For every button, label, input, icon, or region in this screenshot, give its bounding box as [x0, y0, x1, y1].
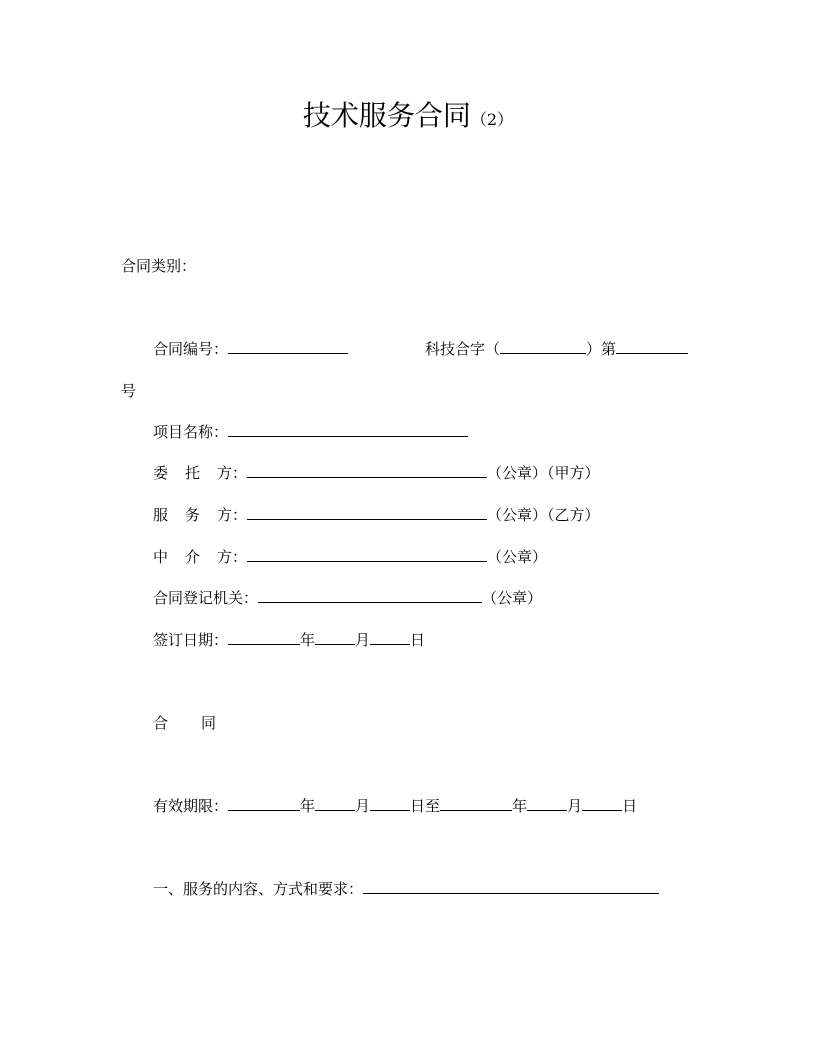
contract-heading	[153, 712, 216, 734]
sign-year-field[interactable]	[228, 629, 300, 645]
sign-month-unit: 月	[355, 631, 371, 649]
sign-year-unit: 年	[300, 631, 316, 649]
intermediary-field[interactable]	[247, 546, 487, 562]
sign-day-unit: 日	[410, 631, 426, 649]
tech-contract-no-row	[425, 338, 688, 360]
party-label-char-1: 中	[153, 548, 169, 566]
tech-contract-year-field[interactable]	[500, 338, 586, 354]
registry-label: 合同登记机关：	[153, 589, 259, 607]
contract-no-field[interactable]	[228, 338, 348, 354]
sign-day-field[interactable]	[370, 629, 410, 645]
intermediary-stamp: （公章）	[487, 548, 548, 566]
title-suffix: （2）	[470, 110, 514, 129]
registry-row	[153, 587, 542, 609]
validity-label: 有效期限：	[153, 797, 229, 815]
party-label-char-3: 方：	[217, 506, 248, 524]
contract-no-suffix: 号	[121, 382, 137, 400]
document-title	[0, 96, 816, 140]
validity-start-month-unit: 月	[355, 797, 371, 815]
validity-end-month-field[interactable]	[527, 795, 567, 811]
provider-stamp: （公章）	[487, 506, 548, 524]
section-1-label: 一、服务的内容、方式和要求：	[153, 880, 364, 898]
party-label-char-2: 托	[185, 464, 201, 482]
validity-end-year-field[interactable]	[440, 795, 512, 811]
validity-row	[153, 795, 637, 817]
party-row-intermediary	[153, 546, 547, 568]
contract-type-label: 合同类别：	[121, 257, 197, 275]
party-label-char-3: 方：	[217, 464, 248, 482]
party-label-char-1: 服	[153, 506, 169, 524]
validity-start-day-field[interactable]	[370, 795, 410, 811]
client-field[interactable]	[247, 462, 487, 478]
sign-date-label: 签订日期：	[153, 631, 229, 649]
provider-role: （乙方）	[547, 506, 600, 524]
registry-stamp: （公章）	[482, 589, 543, 607]
validity-end-month-unit: 月	[567, 797, 583, 815]
party-row-client	[153, 462, 600, 484]
project-name-field[interactable]	[228, 421, 468, 437]
section-1-field[interactable]	[363, 878, 659, 894]
contract-heading-char-1: 合	[153, 714, 169, 732]
validity-end-year-unit: 年	[512, 797, 528, 815]
validity-day-to: 日至	[410, 797, 441, 815]
project-name-label: 项目名称：	[153, 423, 229, 441]
contract-no-row	[153, 338, 348, 360]
client-stamp: （公章）	[487, 464, 548, 482]
party-label-char-1: 委	[153, 464, 169, 482]
sign-date-row	[153, 629, 425, 651]
party-row-provider	[153, 504, 600, 526]
contract-no-label: 合同编号：	[153, 340, 229, 358]
validity-start-month-field[interactable]	[315, 795, 355, 811]
party-label-char-3: 方：	[217, 548, 248, 566]
validity-start-year-unit: 年	[300, 797, 316, 815]
registry-field[interactable]	[258, 587, 482, 603]
tech-contract-mid: ）第	[586, 340, 617, 358]
party-label-char-2: 务	[185, 506, 201, 524]
tech-contract-prefix: 科技合字（	[425, 340, 501, 358]
section-1-row	[153, 878, 659, 900]
party-label-char-2: 介	[185, 548, 201, 566]
tech-contract-number-field[interactable]	[616, 338, 688, 354]
client-role: （甲方）	[547, 464, 600, 482]
contract-heading-char-2: 同	[201, 714, 217, 732]
validity-start-year-field[interactable]	[228, 795, 300, 811]
sign-month-field[interactable]	[315, 629, 355, 645]
validity-end-day-unit: 日	[622, 797, 638, 815]
provider-field[interactable]	[247, 504, 487, 520]
project-name-row	[153, 421, 468, 443]
title-main: 技术服务合同	[302, 99, 471, 132]
validity-end-day-field[interactable]	[582, 795, 622, 811]
